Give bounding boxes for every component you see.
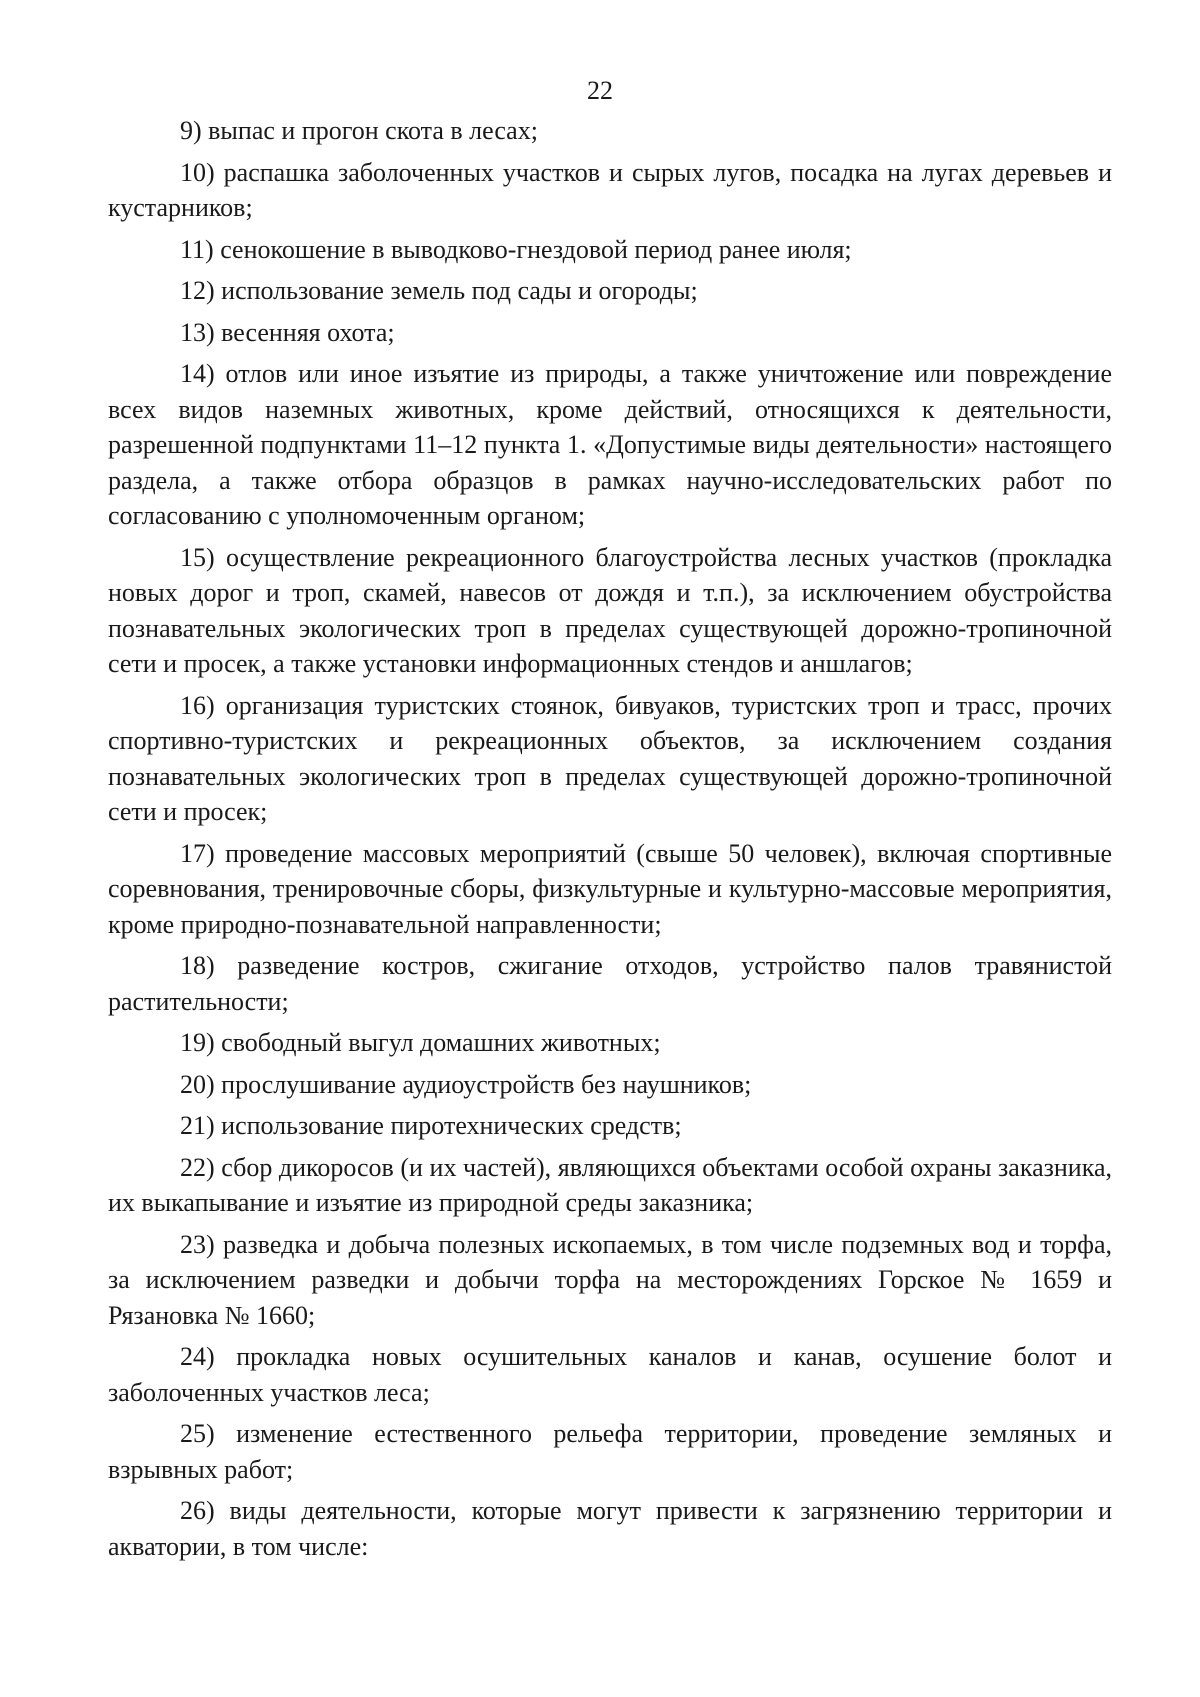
list-item: 17) проведение массовых мероприятий (свыше 50 человек), включая спортивные соревнования, тренировочные сборы, физкультурные и культурно-массовые мероприятия, кроме природно-познавательной направленности; xyxy=(108,838,1112,939)
list-item: 22) сбор дикоросов (и их частей), являющихся объектами особой охраны заказника, их выкапывание и изъятие из природной среды заказника; xyxy=(108,1152,1112,1217)
list-item: 25) изменение естественного рельефа территории, проведение земляных и взрывных работ; xyxy=(108,1419,1112,1484)
page-number: 22 xyxy=(587,76,613,105)
list-item: 21) использование пиротехнических средств; xyxy=(180,1111,682,1140)
list-item: 26) виды деятельности, которые могут привести к загрязнению территории и акватории, в том числе: xyxy=(108,1496,1112,1561)
list-item: 19) свободный выгул домашних животных; xyxy=(180,1028,661,1057)
list-item: 20) прослушивание аудиоустройств без наушников; xyxy=(180,1069,752,1099)
prohibited-activities-list xyxy=(108,113,1112,1564)
list-item: 23) разведка и добыча полезных ископаемых, в том числе подземных вод и торфа, за исключением разведки и добычи торфа на месторождениях Горское № 1659 и Рязановка № 1660; xyxy=(108,1229,1112,1330)
list-item: 10) распашка заболоченных участков и сырых лугов, посадка на лугах деревьев и кустарников; xyxy=(108,157,1112,222)
list-item: 12) использование земель под сады и огороды; xyxy=(180,276,698,305)
list-item: 16) организация туристских стоянок, бивуаков, туристских троп и трасс, прочих спортивно-туристских и рекреационных объектов, за исключением создания познавательных экологических троп в пределах существующей дорожно-тропиночной сети и просек; xyxy=(108,690,1112,826)
list-item: 11) сенокошение в выводково-гнездовой период ранее июля; xyxy=(180,234,852,264)
list-item: 14) отлов или иное изъятие из природы, а также уничтожение или повреждение всех видов наземных животных, кроме действий, относящихся к деятельности, разрешенной подпунктами 11–12 пункта 1. «Допустимые виды деятельности» настоящего раздела, а также отбора образцов в рамках научно-исследовательских работ по согласованию с уполномоченным органом; xyxy=(108,359,1112,530)
list-item: 18) разведение костров, сжигание отходов, устройство палов травянистой растительности; xyxy=(108,951,1112,1016)
list-item: 24) прокладка новых осушительных каналов и канав, осушение болот и заболоченных участков леса; xyxy=(108,1342,1112,1407)
list-item: 13) весенняя охота; xyxy=(180,317,395,347)
list-item: 9) выпас и прогон скота в лесах; xyxy=(180,116,538,145)
list-item: 15) осуществление рекреационного благоустройства лесных участков (прокладка новых дорог и троп, скамей, навесов от дождя и т.п.), за исключением обустройства познавательных экологических троп в пределах существующей дорожно-тропиночной сети и просек, а также установки информационных стендов и аншлагов; xyxy=(108,542,1112,678)
